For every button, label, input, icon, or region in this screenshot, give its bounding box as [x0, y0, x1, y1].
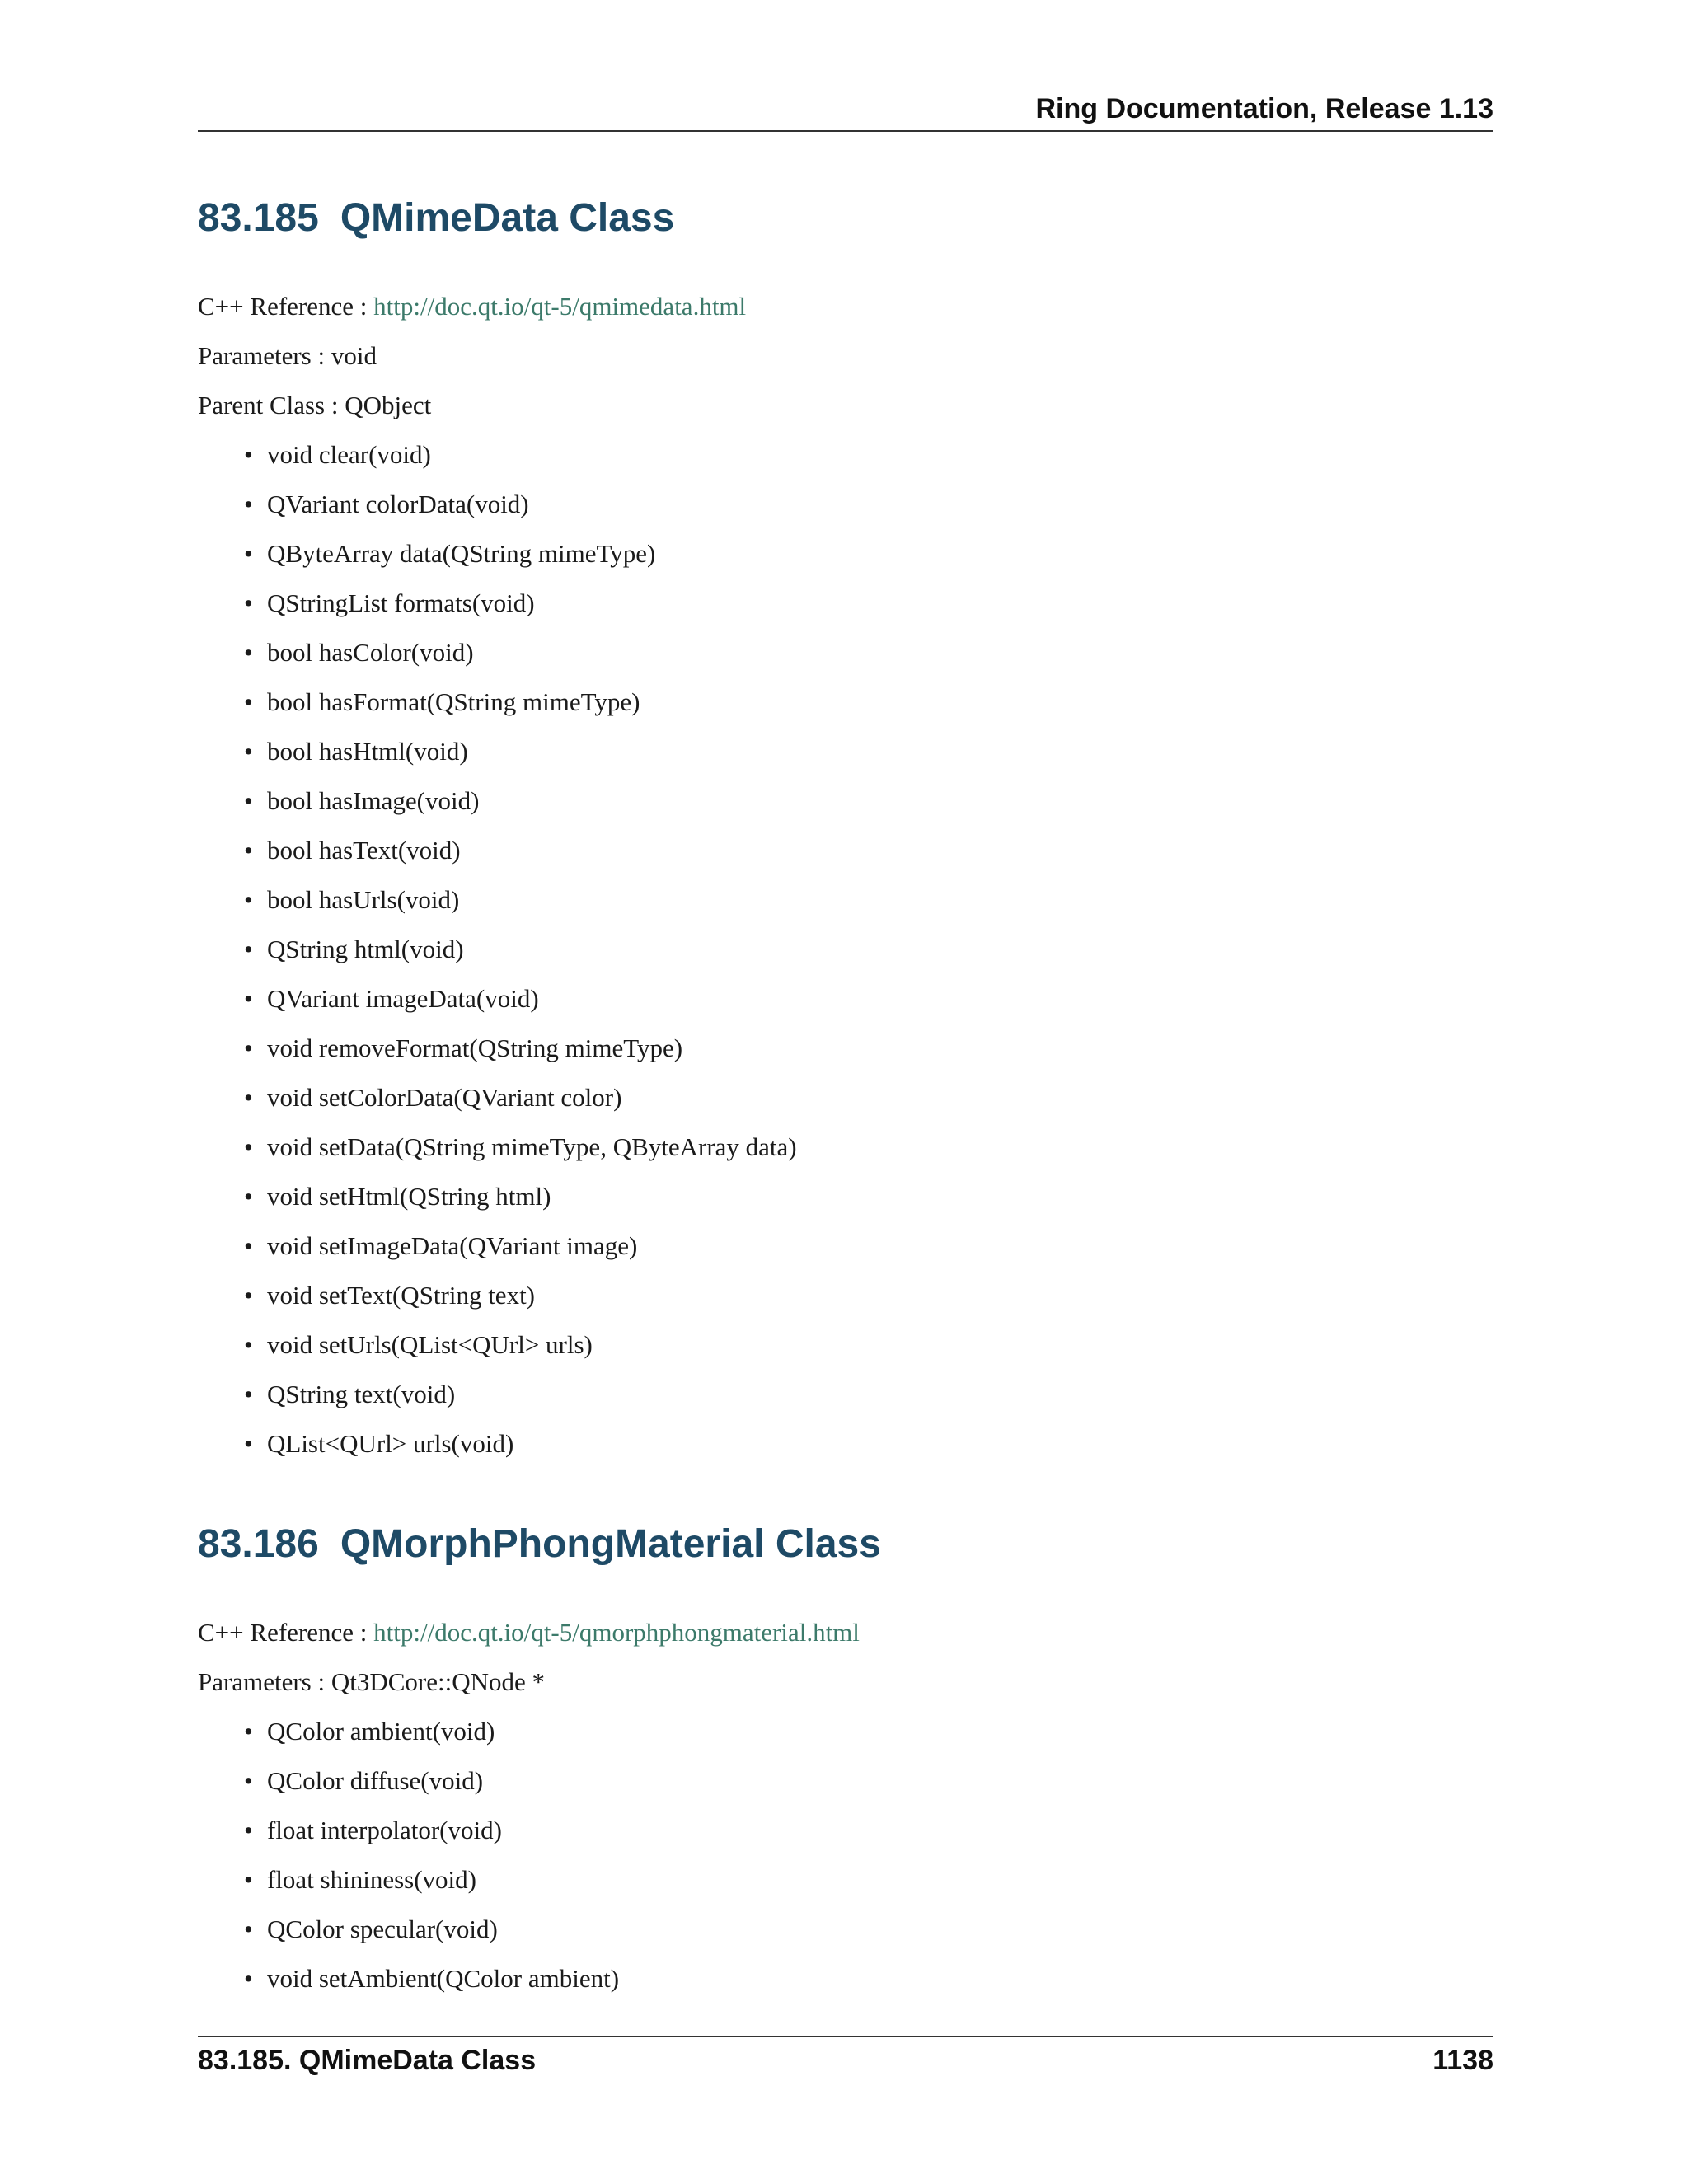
cpp-reference — [198, 1616, 1493, 1666]
method-item: • bool hasColor(void) — [244, 636, 1493, 686]
section-number: 83.185 — [198, 196, 319, 240]
parent-class-line: Parent Class : QObject — [198, 391, 432, 419]
running-header: Ring Documentation, Release 1.13 — [1035, 93, 1493, 124]
parameters-line: Parameters : void — [198, 341, 377, 370]
method-item: • QByteArray data(QString mimeType) — [244, 537, 1493, 587]
cpp-reference-label: C++ Reference : — [198, 1618, 374, 1647]
method-item: • void setHtml(QString html) — [244, 1180, 1493, 1230]
method-item: • void setText(QString text) — [244, 1279, 1493, 1329]
section-qmimedata — [198, 194, 1493, 1477]
method-item: • void removeFormat(QString mimeType) — [244, 1032, 1493, 1081]
footer-rule — [198, 2036, 1493, 2037]
method-item: • void setData(QString mimeType, QByteArray data) — [244, 1131, 1493, 1180]
method-item: • float interpolator(void) — [244, 1814, 1493, 1863]
method-item: • QList<QUrl> urls(void) — [244, 1427, 1493, 1477]
header-rule — [198, 130, 1493, 132]
method-item: • void setColorData(QVariant color) — [244, 1081, 1493, 1131]
method-item: • QColor ambient(void) — [244, 1715, 1493, 1765]
method-item: • QString text(void) — [244, 1378, 1493, 1427]
method-item: • bool hasHtml(void) — [244, 735, 1493, 785]
method-list — [198, 438, 1493, 1477]
parameters-line: Parameters : Qt3DCore::QNode * — [198, 1667, 545, 1696]
method-item: • QColor specular(void) — [244, 1913, 1493, 1962]
method-item: • QVariant imageData(void) — [244, 982, 1493, 1032]
method-item: • QStringList formats(void) — [244, 587, 1493, 636]
method-item: • QVariant colorData(void) — [244, 488, 1493, 537]
method-item: • QString html(void) — [244, 933, 1493, 982]
method-item: • void setImageData(QVariant image) — [244, 1230, 1493, 1279]
method-item: • void setUrls(QList<QUrl> urls) — [244, 1329, 1493, 1378]
method-item: • void setAmbient(QColor ambient) — [244, 1962, 1493, 2012]
method-item: • bool hasText(void) — [244, 834, 1493, 883]
section-title — [198, 194, 1493, 243]
method-item: • void clear(void) — [244, 438, 1493, 488]
method-item: • bool hasImage(void) — [244, 785, 1493, 834]
section-number: 83.186 — [198, 1522, 319, 1566]
cpp-reference-link[interactable]: http://doc.qt.io/qt-5/qmimedata.html — [373, 292, 747, 321]
cpp-reference-label: C++ Reference : — [198, 292, 374, 321]
method-item: • bool hasFormat(QString mimeType) — [244, 686, 1493, 735]
section-heading-text: QMorphPhongMaterial Class — [340, 1522, 881, 1566]
method-item: • float shininess(void) — [244, 1863, 1493, 1913]
section-heading-text: QMimeData Class — [340, 196, 675, 240]
running-footer — [198, 2042, 1493, 2079]
section-title — [198, 1520, 1493, 1569]
section-qmorphphongmaterial — [198, 1520, 1493, 2012]
cpp-reference — [198, 290, 1493, 340]
method-item: • bool hasUrls(void) — [244, 883, 1493, 933]
method-item: • QColor diffuse(void) — [244, 1765, 1493, 1814]
page-number: 1138 — [1432, 2045, 1493, 2076]
footer-section: 83.185. QMimeData Class — [198, 2045, 537, 2076]
method-list — [198, 1715, 1493, 2012]
cpp-reference-link[interactable]: http://doc.qt.io/qt-5/qmorphphongmaterial.html — [373, 1618, 860, 1647]
